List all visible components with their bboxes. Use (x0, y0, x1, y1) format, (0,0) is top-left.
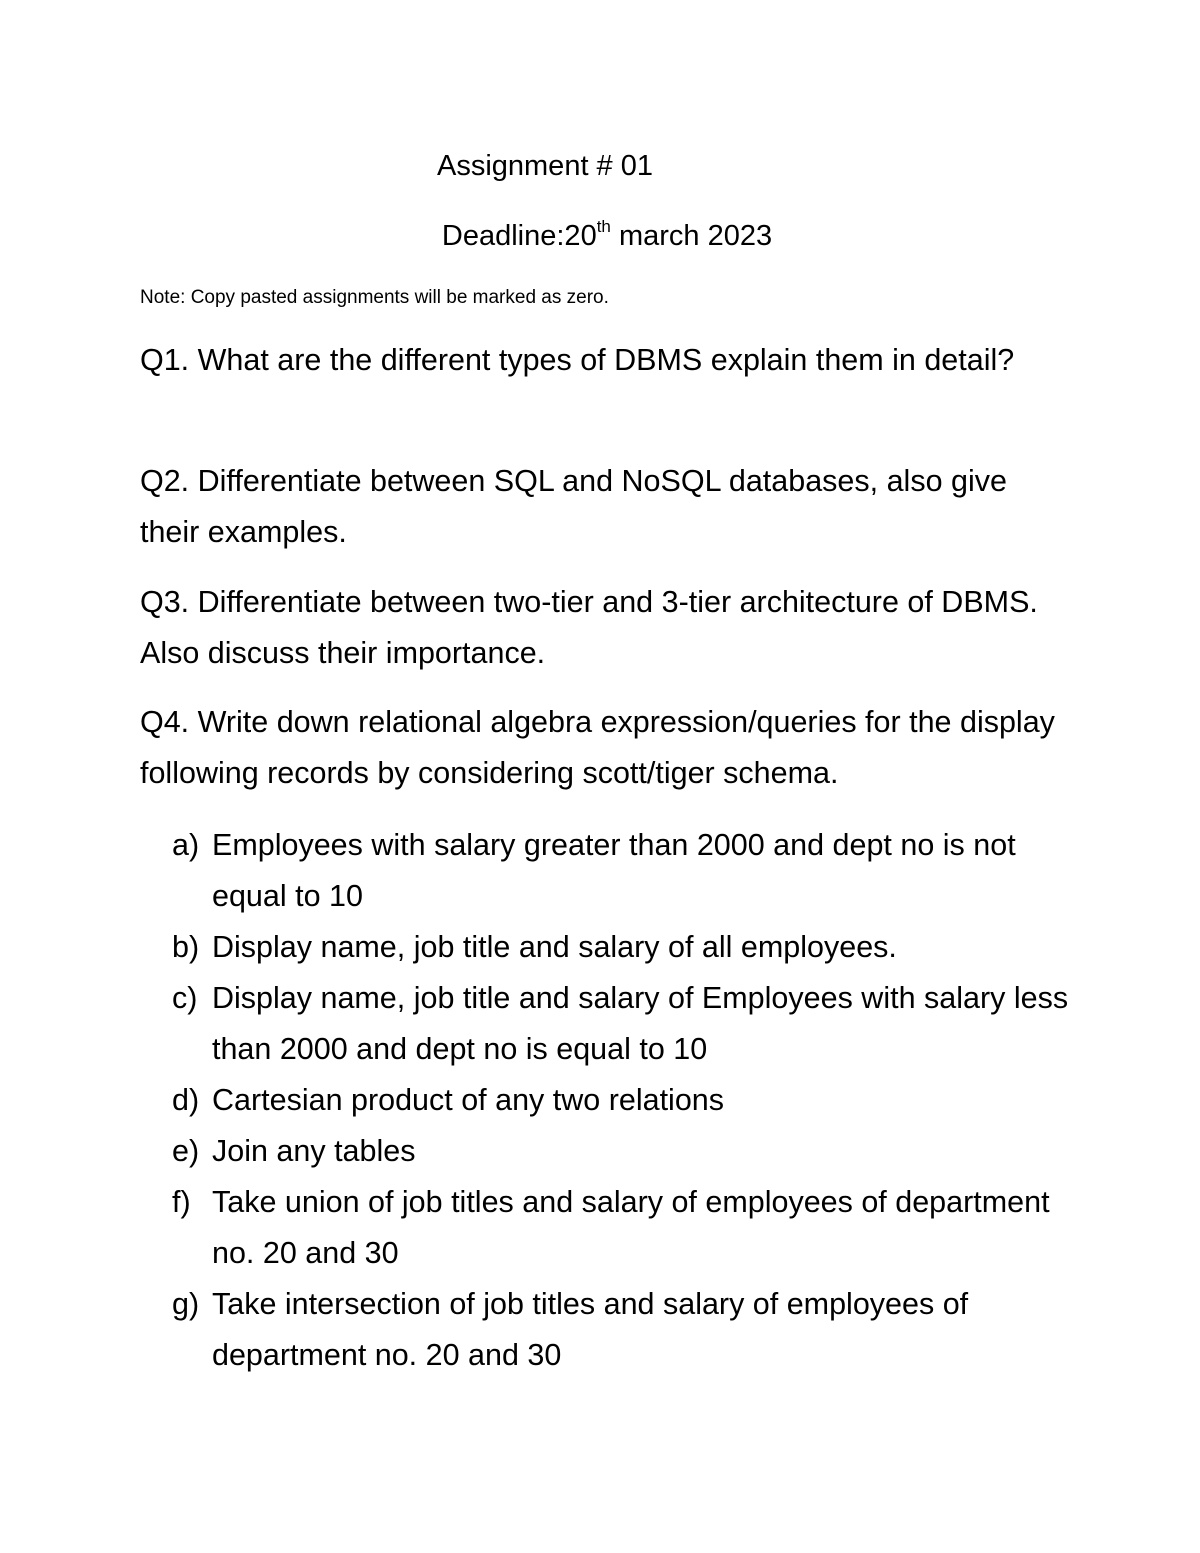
deadline-prefix: Deadline:20 (441, 220, 597, 252)
sub-question-f (172, 1177, 1072, 1279)
question-3: Q3. Differentiate between two-tier and 3-tier architecture of DBMS. Also discuss their importance. (140, 585, 1038, 670)
sub-question-text: Display name, job title and salary of Employees with salary less than 2000 and dept no is equal to 10 (212, 981, 1069, 1066)
sub-question-a (172, 820, 1072, 922)
sub-question-marker: e) (172, 1134, 200, 1168)
deadline-line (12, 218, 1200, 254)
sub-question-list (172, 820, 1072, 1381)
sub-question-g (172, 1279, 1072, 1381)
question-4: Q4. Write down relational algebra expression/queries for the display following records by considering scott/tiger schema. (140, 705, 1055, 790)
sub-question-text: Employees with salary greater than 2000 and dept no is not equal to 10 (212, 828, 1016, 913)
sub-question-marker: c) (172, 981, 198, 1015)
question-2: Q2. Differentiate between SQL and NoSQL databases, also give their examples. (140, 464, 1007, 549)
note-text: Note: Copy pasted assignments will be marked as zero. (140, 287, 609, 308)
sub-question-text: Join any tables (212, 1134, 416, 1168)
sub-question-marker: a) (172, 828, 200, 862)
question-1: Q1. What are the different types of DBMS explain them in detail? (140, 343, 1015, 377)
sub-question-marker: b) (172, 930, 200, 964)
sub-question-marker: d) (172, 1083, 200, 1117)
assignment-title: Assignment # 01 (436, 150, 653, 182)
sub-question-text: Take intersection of job titles and salary of employees of department no. 20 and 30 (212, 1287, 969, 1372)
sub-question-text: Cartesian product of any two relations (212, 1083, 724, 1117)
sub-question-c (172, 973, 1072, 1075)
sub-question-b (172, 922, 1072, 973)
sub-question-text: Display name, job title and salary of all employees. (212, 930, 897, 964)
deadline-superscript: th (596, 217, 611, 236)
sub-question-text: Take union of job titles and salary of employees of department no. 20 and 30 (212, 1185, 1050, 1270)
sub-question-marker: g) (172, 1287, 200, 1321)
sub-question-marker: f) (172, 1185, 191, 1219)
sub-question-d (172, 1075, 1072, 1126)
deadline-suffix: march 2023 (610, 220, 773, 252)
sub-question-e (172, 1126, 1072, 1177)
